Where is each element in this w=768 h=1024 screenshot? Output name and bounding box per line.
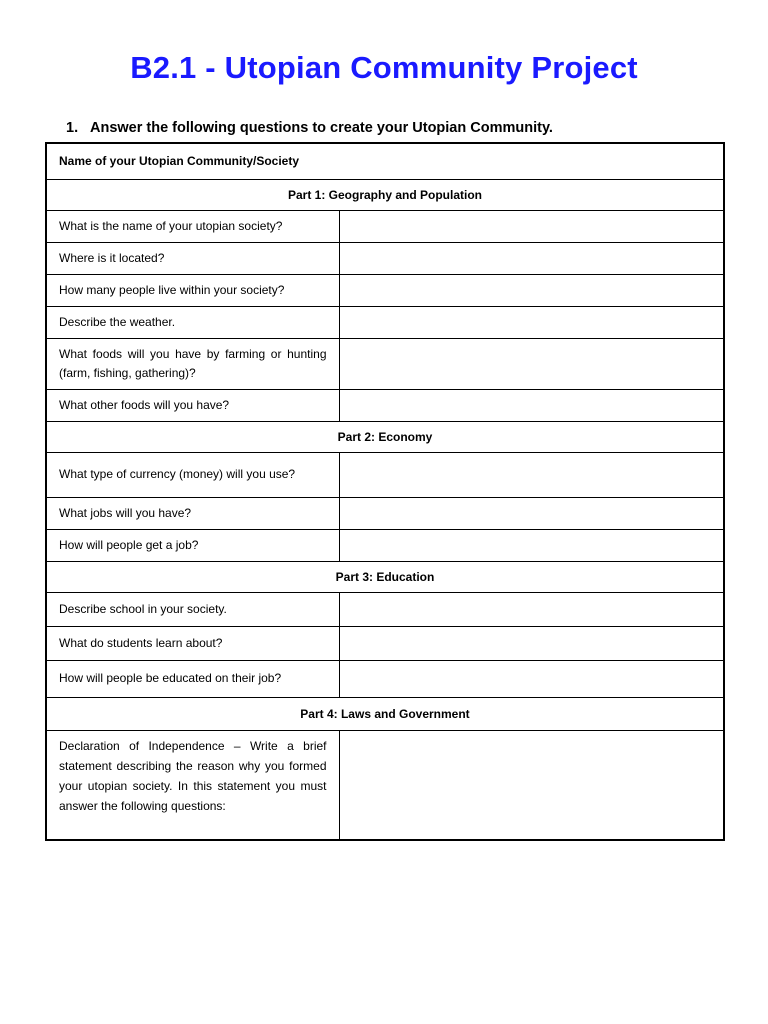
question-row (46, 338, 724, 389)
part-heading-row (46, 561, 724, 592)
part-1-heading: Part 1: Geography and Population (46, 179, 724, 210)
answer-cell[interactable] (339, 497, 724, 529)
answer-cell[interactable] (339, 660, 724, 697)
page-title: B2.1 - Utopian Community Project (130, 50, 638, 85)
question-label: What type of currency (money) will you use? (46, 452, 339, 497)
instruction (66, 120, 553, 136)
question-label: What foods will you have by farming or hunting (farm, fishing, gathering)? (46, 338, 339, 389)
part-4-heading: Part 4: Laws and Government (46, 697, 724, 730)
question-label: How will people be educated on their job? (46, 660, 339, 697)
answer-cell[interactable] (339, 626, 724, 660)
community-name-row (46, 143, 724, 179)
instruction-text: Answer the following questions to create your Utopian Community. (90, 120, 553, 136)
question-label: What do students learn about? (46, 626, 339, 660)
question-label: Where is it located? (46, 242, 339, 274)
question-row (46, 592, 724, 626)
answer-cell[interactable] (339, 338, 724, 389)
answer-cell[interactable] (339, 529, 724, 561)
question-row (46, 497, 724, 529)
question-label: Describe school in your society. (46, 592, 339, 626)
part-3-heading: Part 3: Education (46, 561, 724, 592)
question-row (46, 660, 724, 697)
question-row (46, 529, 724, 561)
question-label: Declaration of Independence – Write a brief statement describing the reason why you formed your utopian society. In this statement you must answer the following questions: (46, 730, 339, 840)
question-row (46, 242, 724, 274)
question-row (46, 626, 724, 660)
part-heading-row (46, 179, 724, 210)
part-2-heading: Part 2: Economy (46, 421, 724, 452)
question-row (46, 274, 724, 306)
question-label: What is the name of your utopian society? (46, 210, 339, 242)
answer-cell[interactable] (339, 452, 724, 497)
question-row (46, 452, 724, 497)
question-label: What other foods will you have? (46, 389, 339, 421)
question-row (46, 210, 724, 242)
question-label: How many people live within your society? (46, 274, 339, 306)
worksheet-table (45, 142, 725, 841)
question-row (46, 389, 724, 421)
part-heading-row (46, 421, 724, 452)
part-heading-row (46, 697, 724, 730)
answer-cell[interactable] (339, 242, 724, 274)
answer-cell[interactable] (339, 592, 724, 626)
community-name-label: Name of your Utopian Community/Society (46, 143, 724, 179)
answer-cell[interactable] (339, 210, 724, 242)
question-row (46, 730, 724, 840)
question-label: How will people get a job? (46, 529, 339, 561)
instruction-number: 1. (66, 120, 79, 136)
answer-cell[interactable] (339, 389, 724, 421)
question-row (46, 306, 724, 338)
question-label: What jobs will you have? (46, 497, 339, 529)
answer-cell[interactable] (339, 306, 724, 338)
answer-cell[interactable] (339, 274, 724, 306)
answer-cell[interactable] (339, 730, 724, 840)
question-label: Describe the weather. (46, 306, 339, 338)
